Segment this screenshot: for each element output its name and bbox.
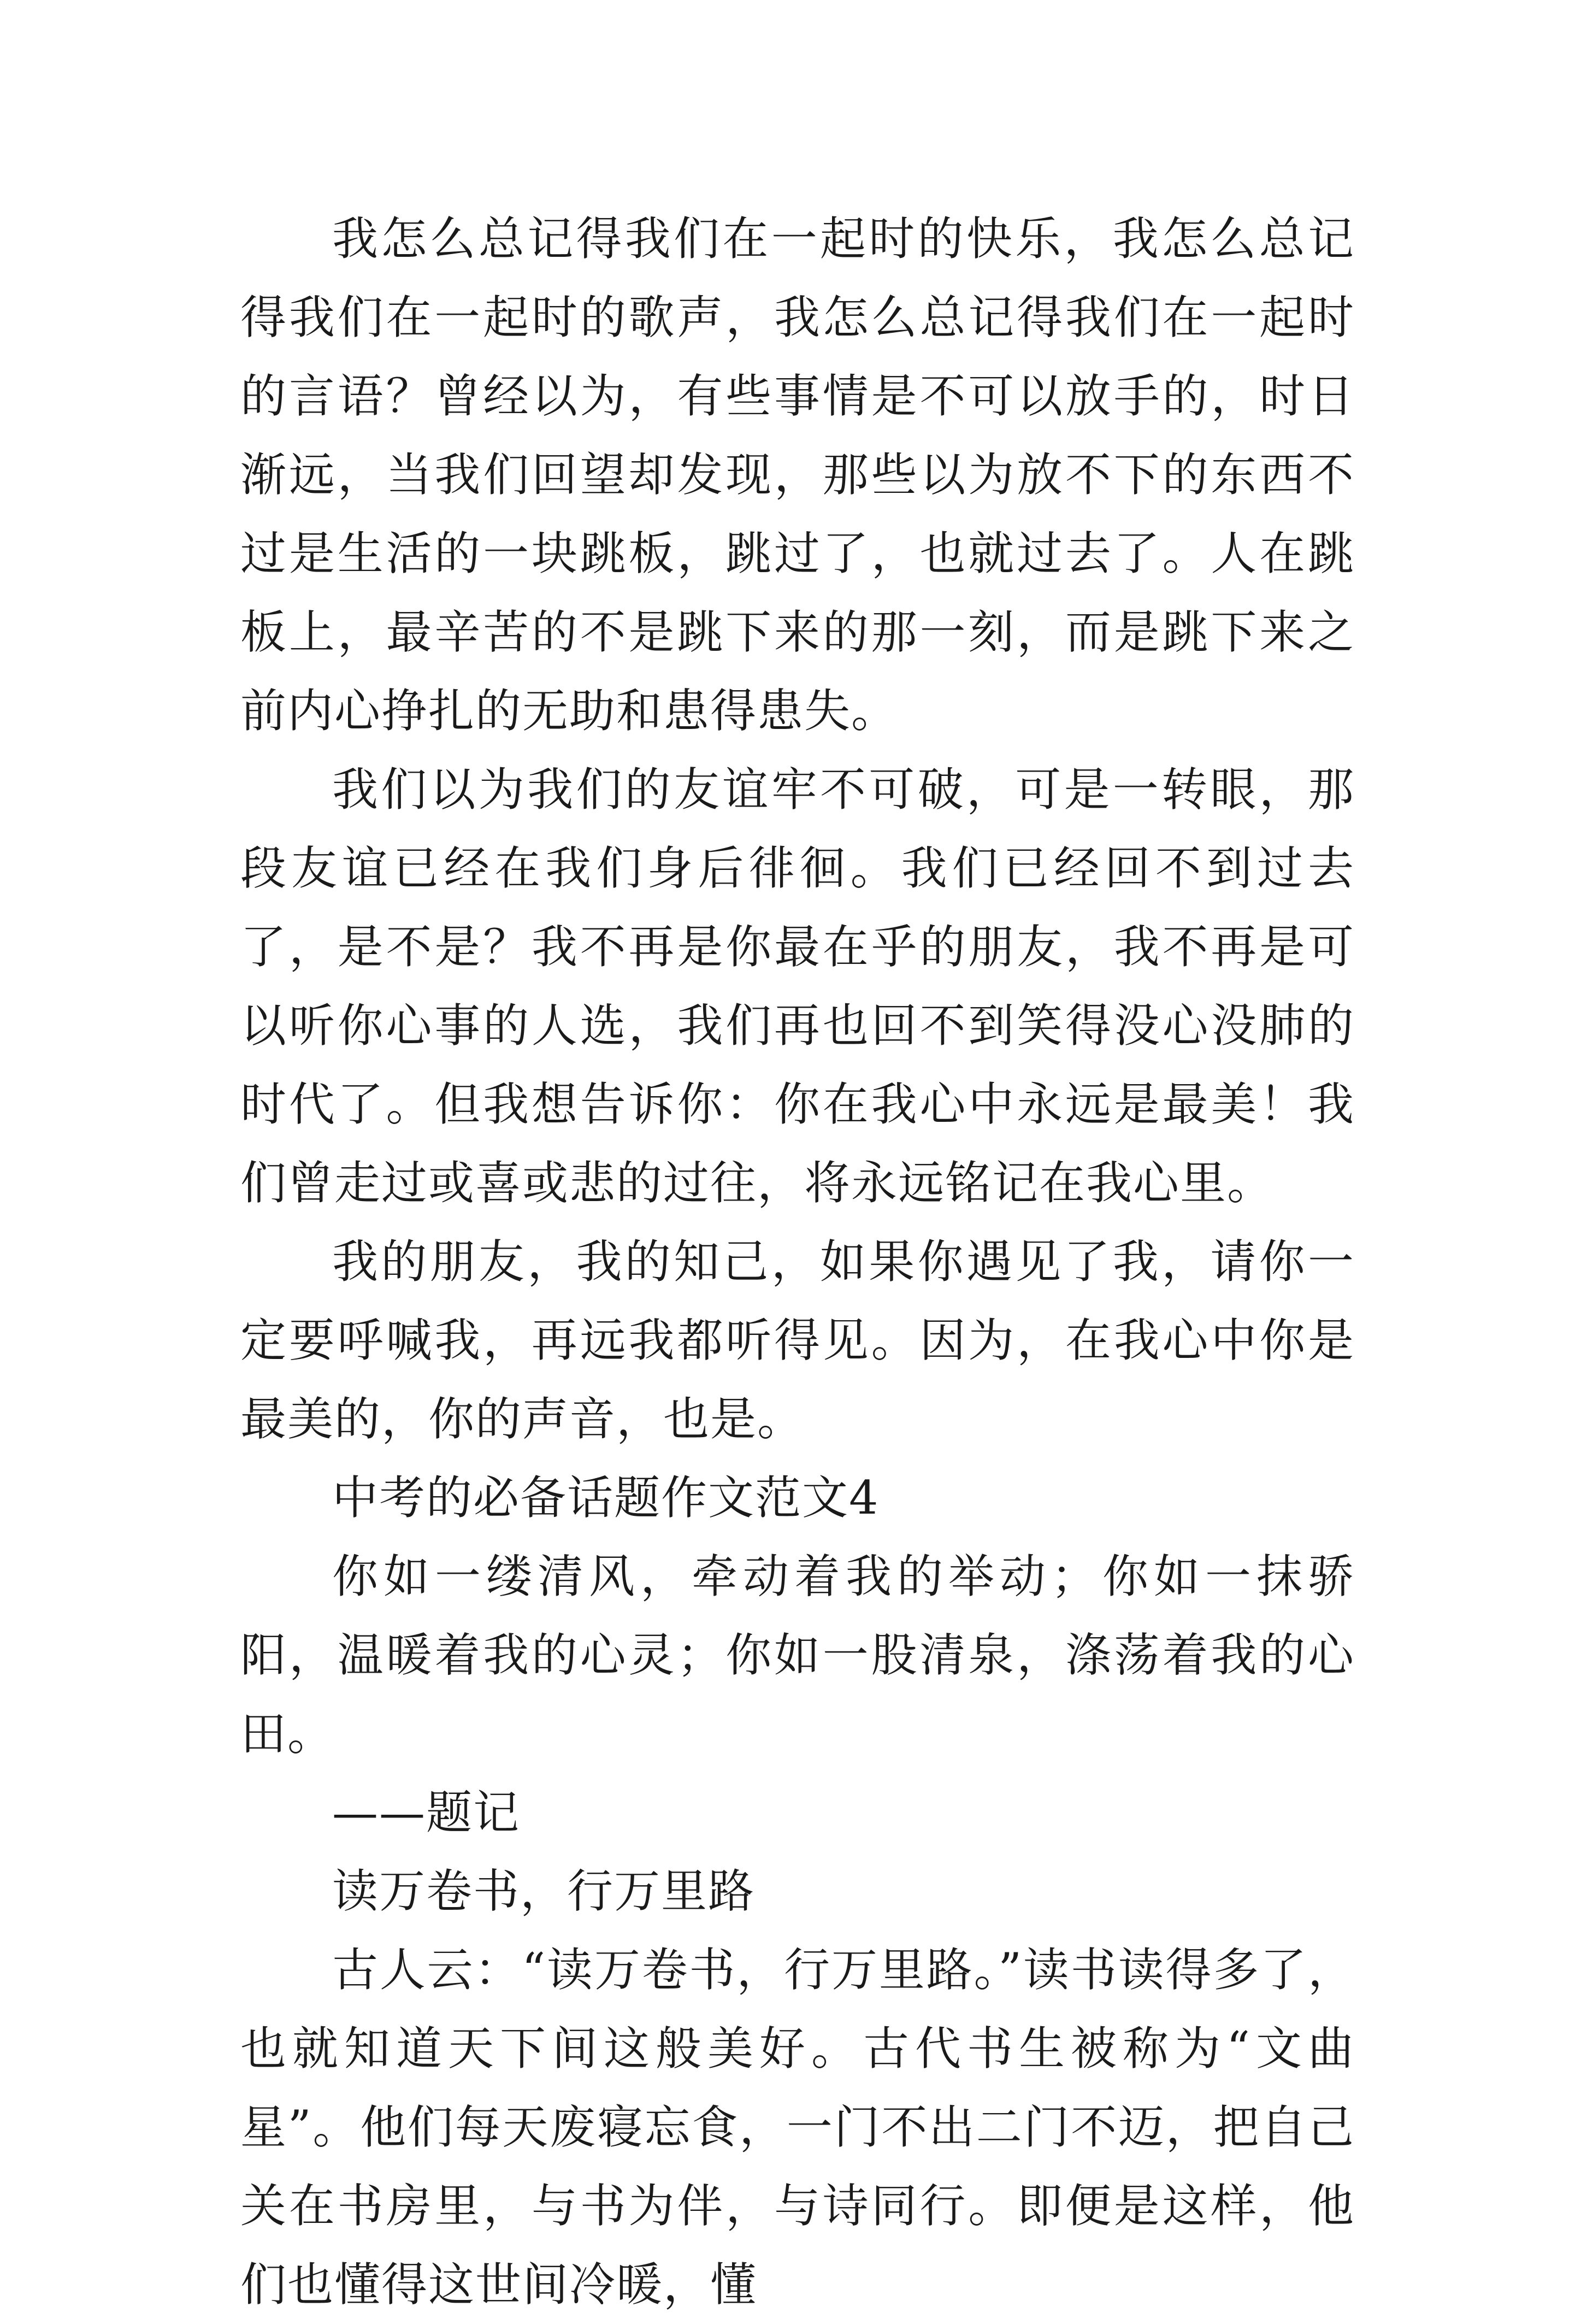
- paragraph-2: 我们以为我们的友谊牢不可破，可是一转眼，那段友谊已经在我们身后徘徊。我们已经回不到过去了，是不是？我不再是你最在乎的朋友，我不再是可以听你心事的人选，我们再也回不到笑得没心没肺的时代了。但我想告诉你：你在我心中永远是最美！我们曾走过或喜或悲的过往，将永远铭记在我心里。: [240, 763, 1355, 1210]
- epigraph-attribution: ——题记: [332, 1786, 521, 1839]
- paragraph-epigraph: 你如一缕清风，牵动着我的举动；你如一抹骄阳，温暖着我的心灵；你如一股清泉，涤荡着我的心田。: [240, 1550, 1355, 1761]
- document-body: [240, 199, 1355, 2324]
- paragraph-1: 我怎么总记得我们在一起时的快乐，我怎么总记得我们在一起时的歌声，我怎么总记得我们在一起时的言语？曾经以为，有些事情是不可以放手的，时日渐远，当我们回望却发现，那些以为放不下的东西不过是生活的一块跳板，跳过了，也就过去了。人在跳板上，最辛苦的不是跳下来的那一刻，而是跳下来之前内心挣扎的无助和患得患失。: [240, 212, 1355, 738]
- section-title: 读万卷书，行万里路: [332, 1864, 756, 1918]
- paragraph-3: 我的朋友，我的知己，如果你遇见了我，请你一定要呼喊我，再远我都听得见。因为，在我心中你是最美的，你的声音，也是。: [240, 1235, 1355, 1446]
- essay-heading: 中考的必备话题作文范文4: [332, 1471, 880, 1525]
- paragraph-4: 古人云：“读万卷书，行万里路。”读书读得多了，也就知道天下间这般美好。古代书生被称为“文曲星”。他们每天废寝忘食，一门不出二门不迈，把自己关在书房里，与书为伴，与诗同行。即便是这样，他们也懂得这世间冷暖，懂: [240, 1943, 1355, 2311]
